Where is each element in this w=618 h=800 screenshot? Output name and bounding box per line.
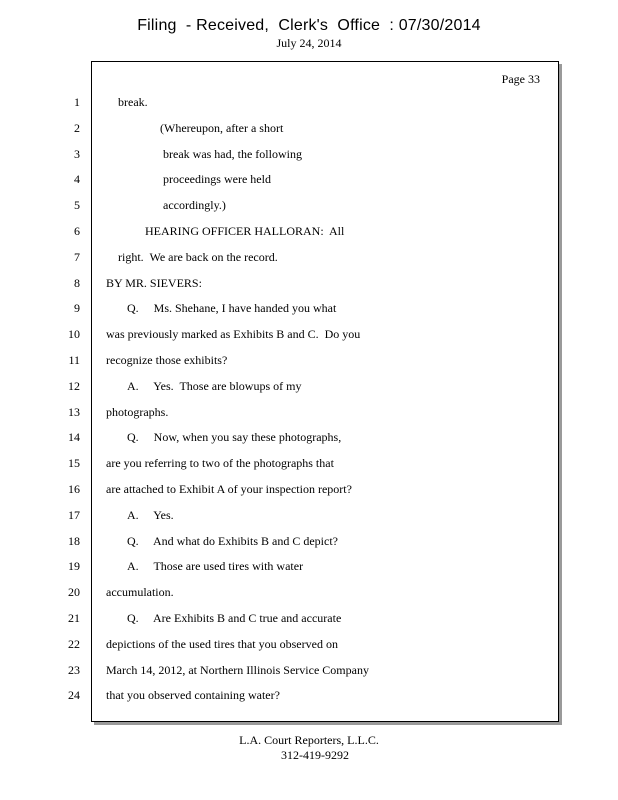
line-number: 9 xyxy=(74,301,80,315)
line-number: 2 xyxy=(74,121,80,135)
transcript-line: A. Yes. xyxy=(127,508,174,522)
line-number: 4 xyxy=(74,172,80,186)
page-number: Page 33 xyxy=(501,72,540,86)
transcript-line: that you observed containing water? xyxy=(106,688,280,702)
transcript-line: depictions of the used tires that you observed on xyxy=(106,637,338,651)
line-number: 12 xyxy=(68,379,80,393)
line-number: 17 xyxy=(68,508,80,522)
transcript-line: A. Yes. Those are blowups of my xyxy=(127,379,302,393)
line-number: 23 xyxy=(68,663,80,677)
line-number: 18 xyxy=(68,534,80,548)
filing-stamp: Filing - Received, Clerk's Office : 07/30/2014 xyxy=(137,17,481,34)
line-number: 10 xyxy=(68,327,80,341)
transcript-line: (Whereupon, after a short xyxy=(160,121,284,135)
line-number: 16 xyxy=(68,482,80,496)
transcript-line: BY MR. SIEVERS: xyxy=(106,276,202,290)
transcript-line: recognize those exhibits? xyxy=(106,353,228,367)
line-number: 21 xyxy=(68,611,80,625)
line-number: 8 xyxy=(74,276,80,290)
transcript-line: break was had, the following xyxy=(163,147,302,161)
line-number: 3 xyxy=(74,147,80,161)
transcript-line: March 14, 2012, at Northern Illinois Service Company xyxy=(106,663,369,677)
line-number: 14 xyxy=(68,430,80,444)
line-number: 24 xyxy=(68,688,80,702)
line-number: 22 xyxy=(68,637,80,651)
transcript-line: right. We are back on the record. xyxy=(118,250,278,264)
line-number: 5 xyxy=(74,198,80,212)
transcript-line: HEARING OFFICER HALLORAN: All xyxy=(145,224,345,238)
line-number: 7 xyxy=(74,250,80,264)
transcript-line: Q. And what do Exhibits B and C depict? xyxy=(127,534,338,548)
line-number: 6 xyxy=(74,224,80,238)
footer-reporter-name: L.A. Court Reporters, L.L.C. xyxy=(239,733,379,747)
line-number: 13 xyxy=(68,405,80,419)
transcript-line: was previously marked as Exhibits B and C. Do you xyxy=(106,327,361,341)
transcript-line: Q. Now, when you say these photographs, xyxy=(127,430,342,444)
footer-phone: 312-419-9292 xyxy=(281,748,349,762)
transcript-line: are attached to Exhibit A of your inspection report? xyxy=(106,482,352,496)
line-number: 19 xyxy=(68,559,80,573)
transcript-line: A. Those are used tires with water xyxy=(127,559,304,573)
line-number: 20 xyxy=(68,585,80,599)
deposition-date: July 24, 2014 xyxy=(276,36,342,50)
line-number: 15 xyxy=(68,456,80,470)
transcript-line: accumulation. xyxy=(106,585,174,599)
transcript-line: photographs. xyxy=(106,405,169,419)
transcript-line: break. xyxy=(118,95,148,109)
transcript-line: proceedings were held xyxy=(163,172,271,186)
transcript-line: accordingly.) xyxy=(163,198,226,212)
transcript-line: are you referring to two of the photographs that xyxy=(106,456,334,470)
transcript-line: Q. Ms. Shehane, I have handed you what xyxy=(127,301,337,315)
transcript-line: Q. Are Exhibits B and C true and accurate xyxy=(127,611,342,625)
line-number: 1 xyxy=(74,95,80,109)
line-number: 11 xyxy=(68,353,80,367)
